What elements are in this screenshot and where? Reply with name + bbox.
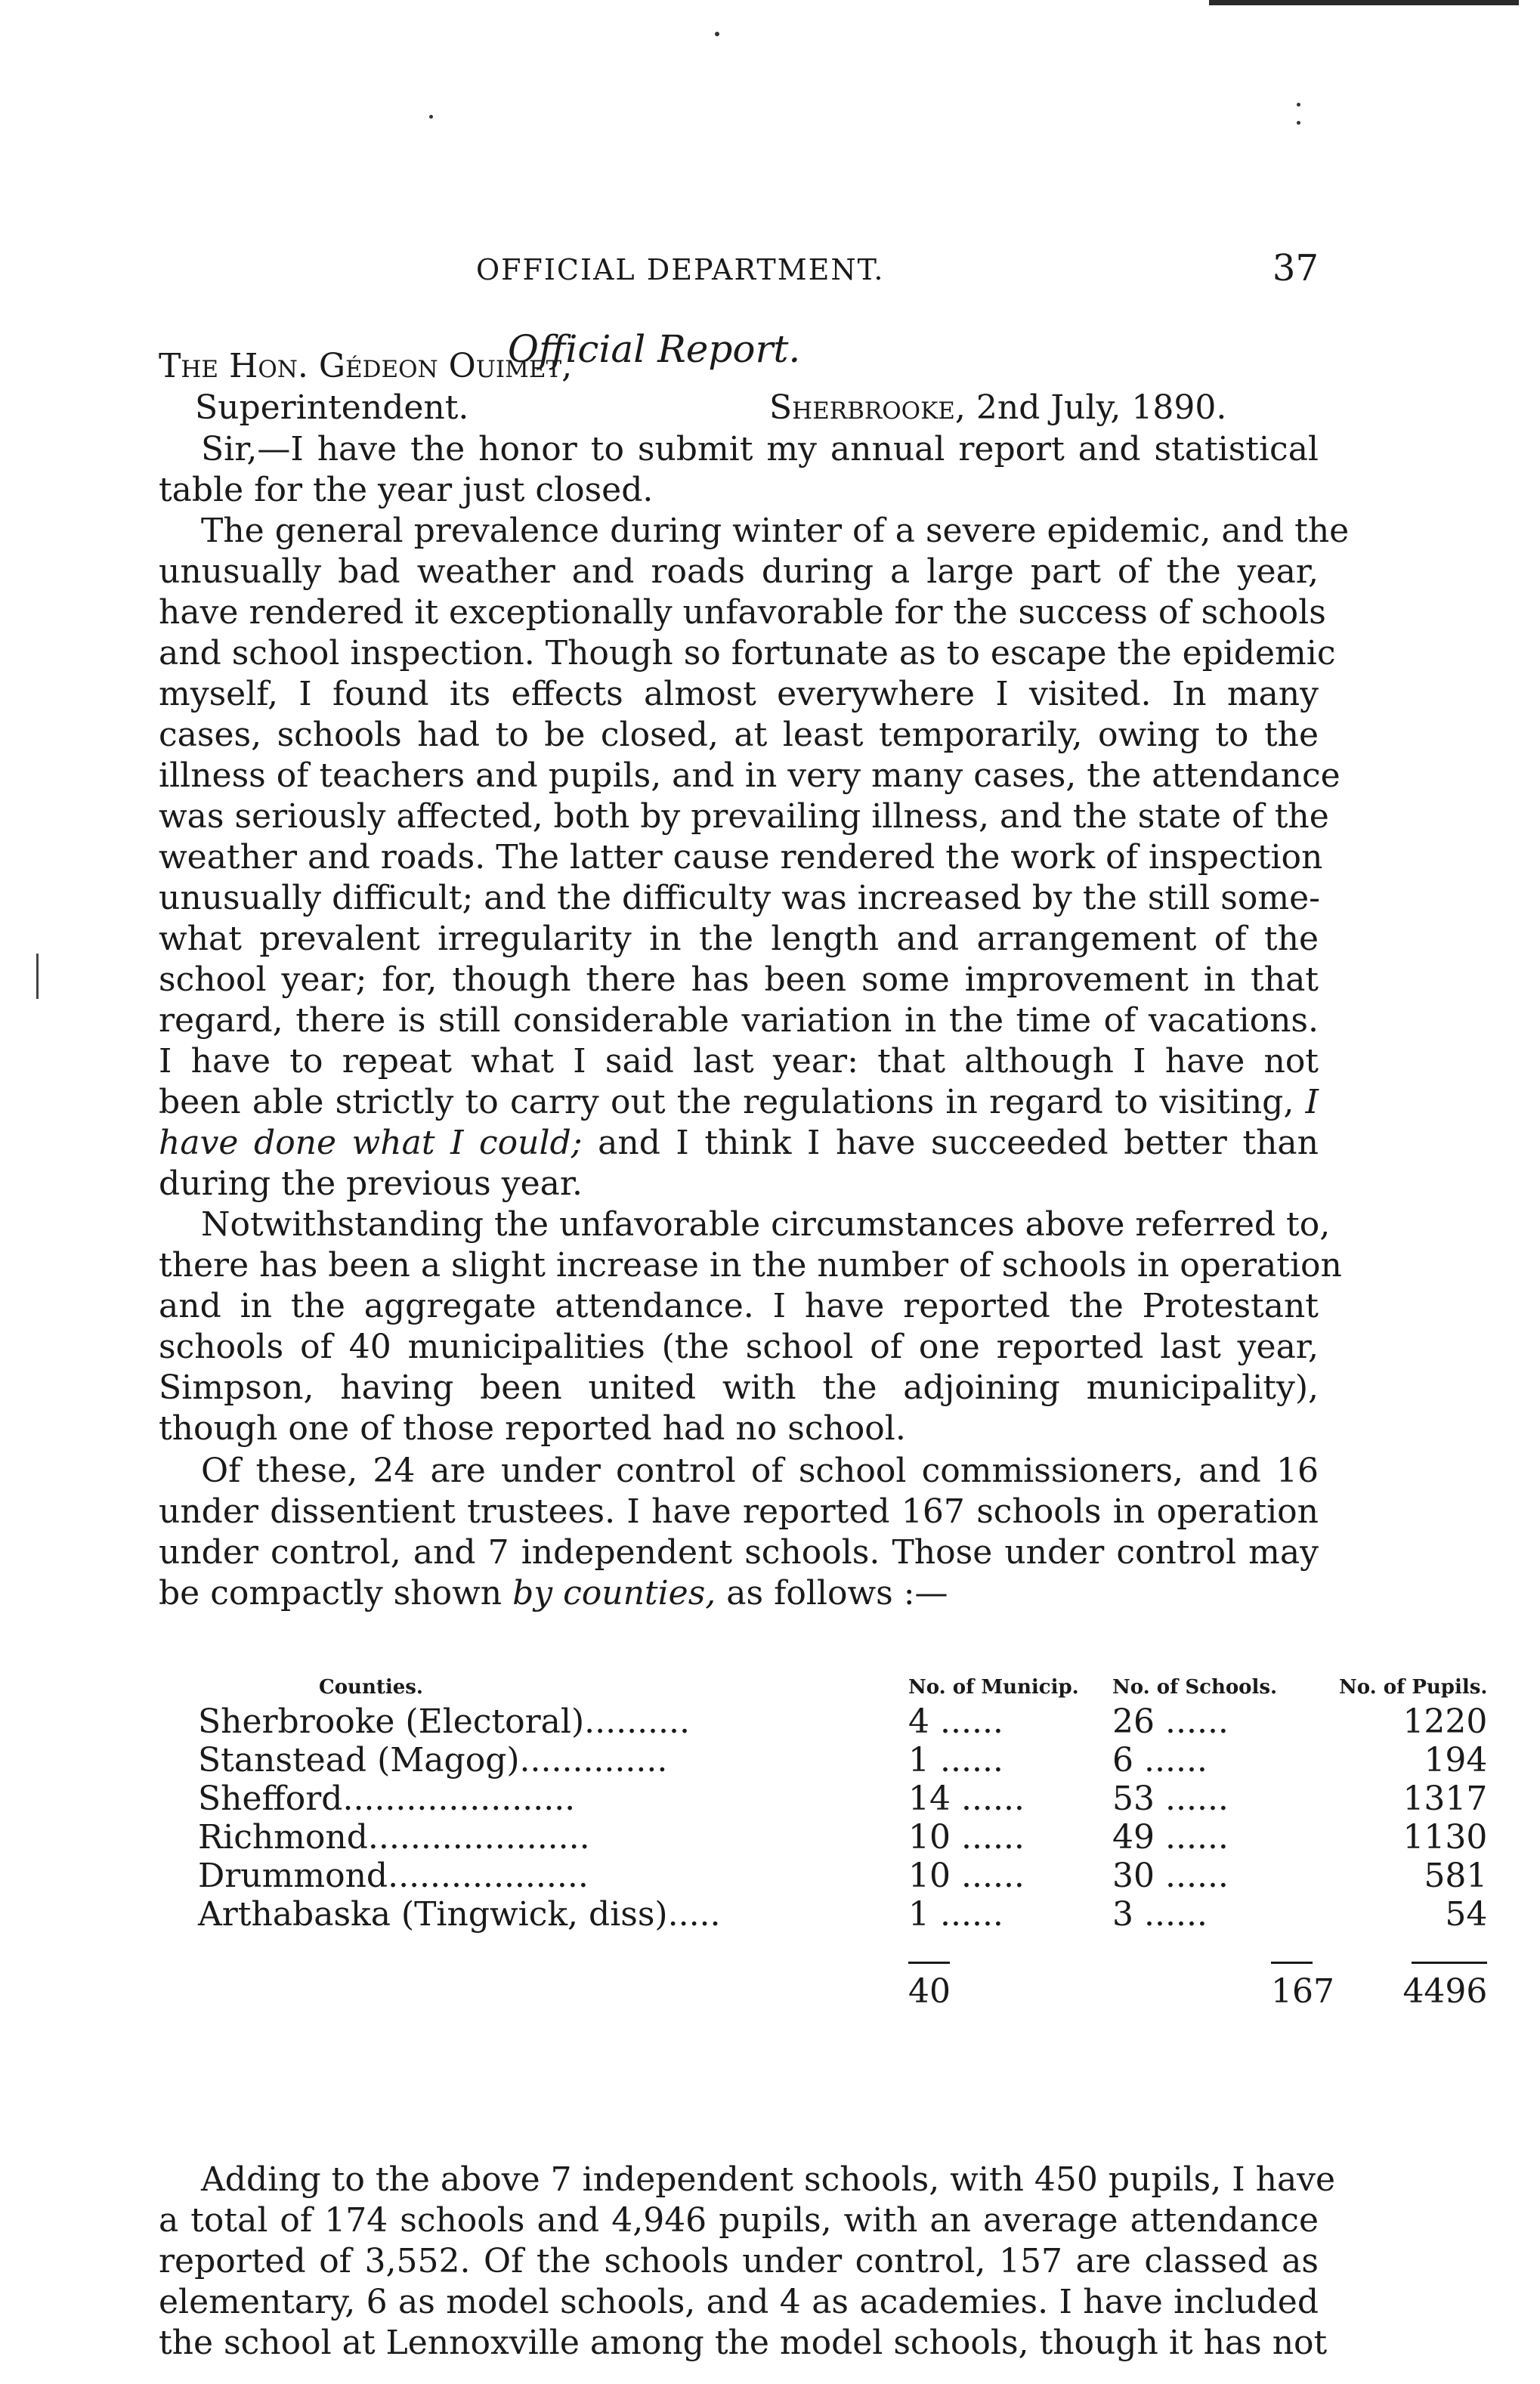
italic-fragment: by counties, bbox=[512, 1574, 716, 1613]
column-header: No. of Municip. bbox=[908, 1676, 1079, 1699]
total-municip: 40 bbox=[908, 1972, 951, 2011]
table-cell: 10 ...... bbox=[908, 1818, 1025, 1857]
text-line: The general prevalence during winter of a severe epidemic, and the bbox=[201, 512, 1350, 550]
italic-fragment: I bbox=[1305, 1083, 1319, 1121]
text-line bbox=[159, 1573, 1319, 1614]
table-cell: 1 ...... bbox=[908, 1895, 1003, 1934]
text-line: Adding to the above 7 independent schools, with 450 pupils, I have bbox=[201, 2160, 1336, 2199]
text-line: unusually difficult; and the difficulty was increased by the still some- bbox=[159, 879, 1320, 917]
text-fragment: as follows :— bbox=[716, 1574, 948, 1613]
text-line: myself, I found its effects almost everywhere I visited. In many bbox=[159, 675, 1319, 713]
table-cell: 194 bbox=[1424, 1741, 1488, 1779]
text-line: table for the year just closed. bbox=[159, 471, 654, 509]
text-line bbox=[159, 1082, 1319, 1123]
text-line: weather and roads. The latter cause rendered the work of inspection bbox=[159, 838, 1323, 877]
text-line: reported of 3,552. Of the schools under control, 157 are classed as bbox=[159, 2242, 1319, 2280]
text-line: there has been a slight increase in the number of schools in operation bbox=[159, 1246, 1342, 1285]
text-line: a total of 174 schools and 4,946 pupils, with an average attendance bbox=[159, 2201, 1319, 2240]
text-line: during the previous year. bbox=[159, 1164, 583, 1203]
table-row bbox=[198, 1895, 1487, 1934]
text-line bbox=[159, 1123, 1319, 1164]
place: Sherbrooke, bbox=[769, 388, 966, 427]
table-cell: 49 ...... bbox=[1112, 1818, 1229, 1857]
table-cell: 3 ...... bbox=[1112, 1895, 1208, 1934]
table-cell: Arthabaska (Tingwick, diss)..... bbox=[198, 1895, 721, 1934]
sum-rule bbox=[908, 1962, 950, 1964]
table-cell: 26 ...... bbox=[1112, 1702, 1229, 1741]
table-cell: 4 ...... bbox=[908, 1702, 1003, 1741]
text-line: was seriously affected, both by prevailing illness, and the state of the bbox=[159, 797, 1329, 836]
table-cell: 1 ...... bbox=[908, 1741, 1003, 1779]
column-header: No. of Schools. bbox=[1112, 1676, 1278, 1699]
ink-speck bbox=[715, 32, 719, 36]
ink-speck bbox=[429, 115, 433, 119]
text-line: under control, and 7 independent schools. Those under control may bbox=[159, 1533, 1319, 1572]
table-cell: 54 bbox=[1445, 1895, 1488, 1934]
table-cell: 581 bbox=[1424, 1857, 1488, 1895]
text-fragment: be compactly shown bbox=[159, 1574, 513, 1613]
running-head: OFFICIAL DEPARTMENT. bbox=[476, 253, 885, 286]
sum-rule bbox=[1412, 1962, 1487, 1964]
ink-speck bbox=[1297, 103, 1300, 107]
margin-mark bbox=[36, 954, 39, 999]
ink-speck bbox=[1297, 121, 1300, 125]
totals-row bbox=[198, 1972, 1487, 2011]
page-header bbox=[159, 247, 1319, 298]
text-line: under dissentient trustees. I have reported 167 schools in operation bbox=[159, 1492, 1319, 1531]
text-fragment: been able strictly to carry out the regulations in regard to visiting, bbox=[159, 1083, 1294, 1121]
table-cell: 10 ...... bbox=[908, 1857, 1025, 1895]
table-row bbox=[198, 1702, 1487, 1741]
text-line: and school inspection. Though so fortunate as to escape the epidemic bbox=[159, 634, 1336, 673]
text-line: Of these, 24 are under control of school commissioners, and 16 bbox=[201, 1452, 1319, 1490]
table-row bbox=[198, 1741, 1487, 1779]
table-cell: 1317 bbox=[1402, 1779, 1488, 1818]
text-line: cases, schools had to be closed, at least temporarily, owing to the bbox=[159, 716, 1319, 754]
text-line: regard, there is still considerable variation in the time of vacations. bbox=[159, 1001, 1319, 1040]
italic-fragment: have done what I could; bbox=[159, 1124, 583, 1162]
text-line: I have to repeat what I said last year: that although I have not bbox=[159, 1042, 1319, 1081]
table-cell: Stanstead (Magog).............. bbox=[198, 1741, 668, 1779]
column-header: No. of Pupils. bbox=[1339, 1676, 1488, 1699]
text-line: and in the aggregate attendance. I have reported the Protestant bbox=[159, 1287, 1319, 1325]
top-edge-rule bbox=[1209, 0, 1519, 5]
table-cell: 6 ...... bbox=[1112, 1741, 1208, 1779]
sum-rule bbox=[1271, 1962, 1313, 1964]
text-line: illness of teachers and pupils, and in very many cases, the attendance bbox=[159, 756, 1341, 795]
total-pupils: 4496 bbox=[1402, 1972, 1488, 2011]
addressee-title: Superintendent. bbox=[195, 388, 469, 427]
table-cell: Richmond..................... bbox=[198, 1818, 590, 1857]
table-row bbox=[198, 1857, 1487, 1895]
date: 2nd July, 1890. bbox=[976, 388, 1227, 427]
text-line: school year; for, though there has been some improvement in that bbox=[159, 960, 1319, 999]
counties-table bbox=[198, 1672, 1487, 2011]
table-cell: Drummond................... bbox=[198, 1857, 589, 1895]
text-line: Notwithstanding the unfavorable circumstances above referred to, bbox=[201, 1205, 1331, 1244]
table-row bbox=[198, 1779, 1487, 1818]
text-line: unusually bad weather and roads during a large part of the year, bbox=[159, 552, 1319, 591]
place-date bbox=[769, 388, 1226, 428]
text-fragment: and I think I have succeeded better than bbox=[582, 1124, 1319, 1162]
text-line: the school at Lennoxville among the model schools, though it has not bbox=[159, 2324, 1328, 2362]
table-cell: Sherbrooke (Electoral).......... bbox=[198, 1702, 691, 1741]
text-line: schools of 40 municipalities (the school of one reported last year, bbox=[159, 1328, 1319, 1366]
text-line: what prevalent irregularity in the length and arrangement of the bbox=[159, 920, 1319, 958]
text-line: though one of those reported had no school. bbox=[159, 1409, 906, 1448]
addressee: The Hon. Gédeon Ouimet, bbox=[159, 347, 573, 385]
text-line: elementary, 6 as model schools, and 4 as academies. I have included bbox=[159, 2283, 1319, 2321]
column-header: Counties. bbox=[319, 1676, 423, 1699]
totals-rule-row bbox=[198, 1934, 1487, 1972]
table-cell: Shefford...................... bbox=[198, 1779, 576, 1818]
table-cell: 30 ...... bbox=[1112, 1857, 1229, 1895]
report-subtitle: Official Report. bbox=[508, 327, 801, 371]
table-cell: 14 ...... bbox=[908, 1779, 1025, 1818]
page-number: 37 bbox=[1272, 247, 1319, 289]
table-header-row bbox=[198, 1672, 1487, 1702]
table-cell: 1220 bbox=[1402, 1702, 1488, 1741]
table-cell: 1130 bbox=[1402, 1818, 1488, 1857]
table-row bbox=[198, 1818, 1487, 1857]
total-schools: 167 bbox=[1271, 1972, 1334, 2011]
table-cell: 53 ...... bbox=[1112, 1779, 1229, 1818]
text-line: Simpson, having been united with the adjoining municipality), bbox=[159, 1368, 1319, 1407]
text-line: have rendered it exceptionally unfavorable for the success of schools bbox=[159, 593, 1326, 632]
text-line: Sir,—I have the honor to submit my annual report and statistical bbox=[201, 430, 1319, 468]
